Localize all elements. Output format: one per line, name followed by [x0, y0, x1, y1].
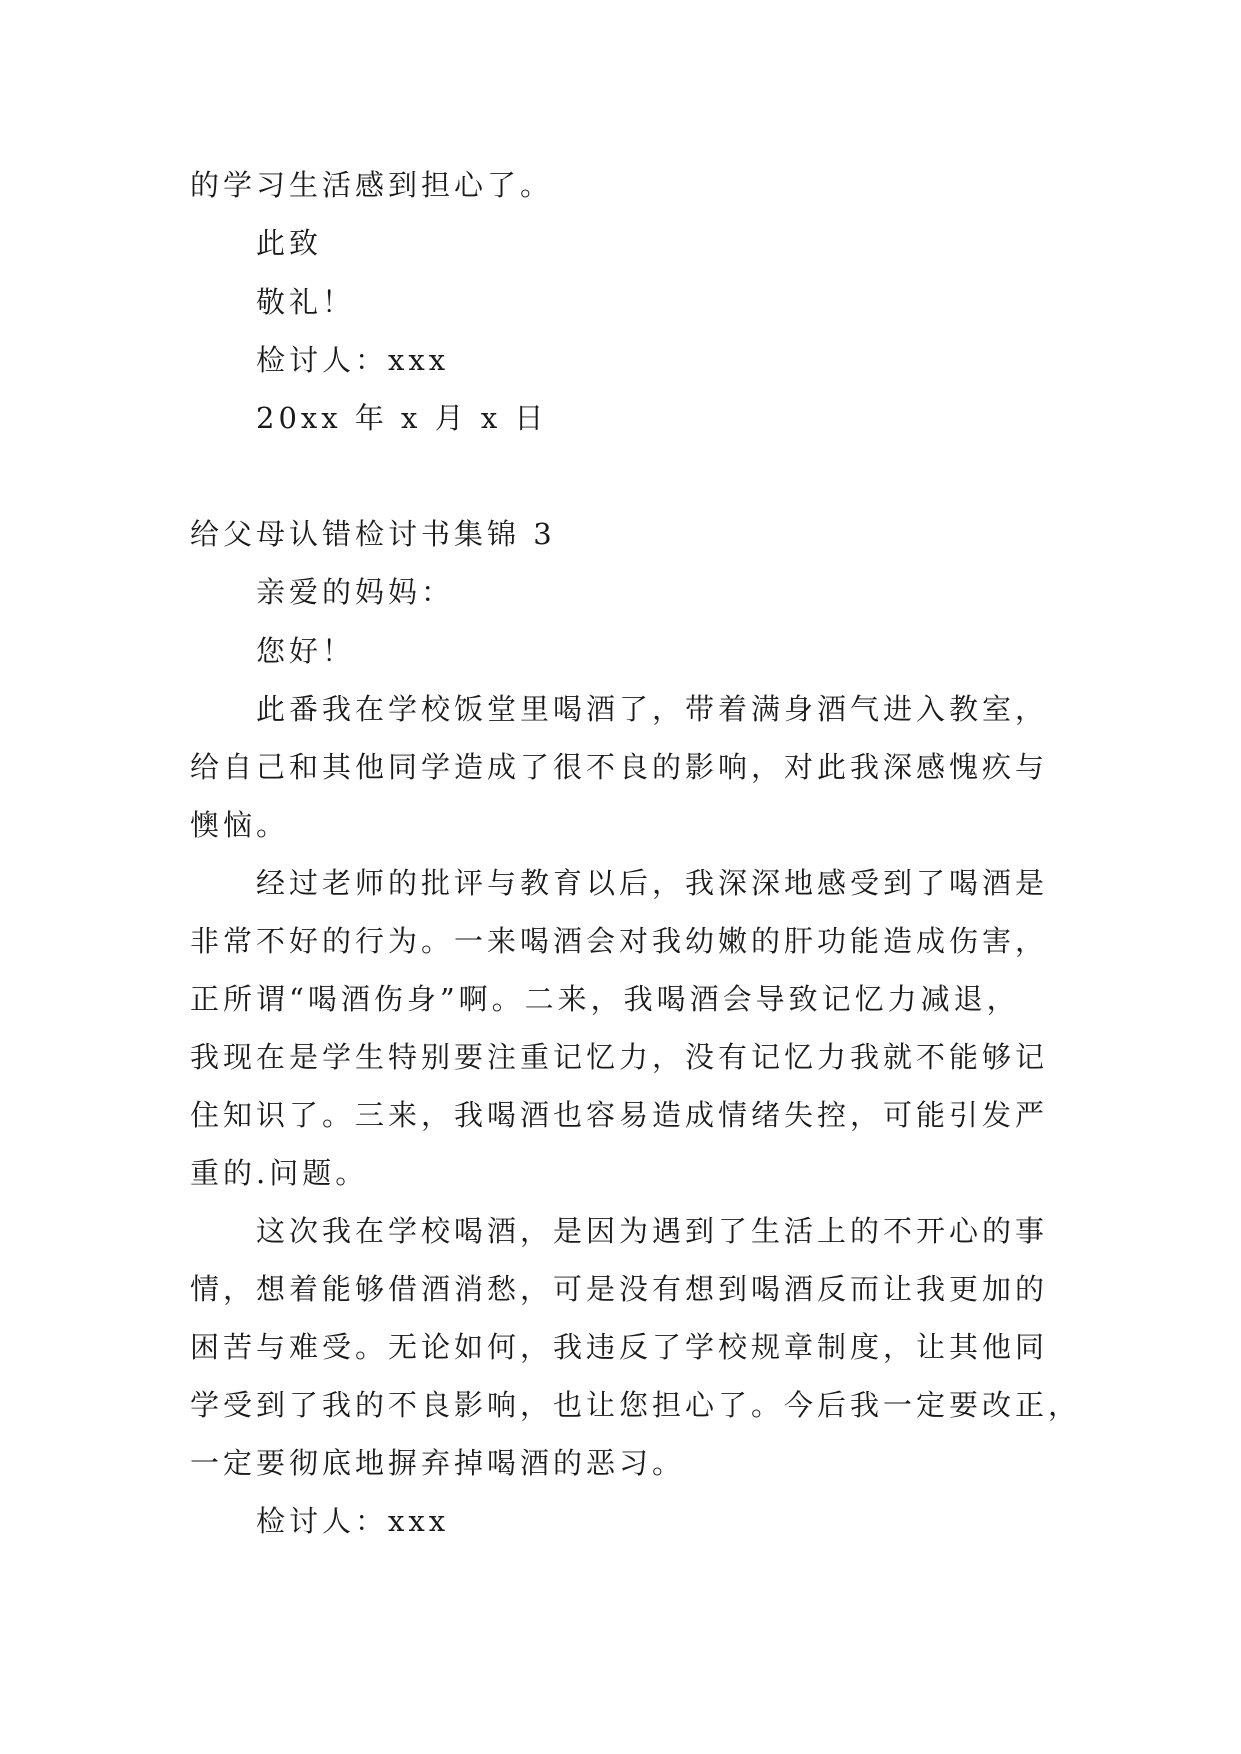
paragraph-line: 经过老师的批评与教育以后，我深深地感受到了喝酒是 [256, 866, 1049, 900]
paragraph-line: 学受到了我的不良影响，也让您担心了。今后我一定要改正， [190, 1388, 1082, 1422]
paragraph-line: 此番我在学校饭堂里喝酒了，带着满身酒气进入教室， [256, 692, 1049, 726]
date-line: 20xx 年 x 月 x 日 [256, 401, 548, 435]
greeting: 您好！ [256, 634, 356, 668]
paragraph-line: 非常不好的行为。一来喝酒会对我幼嫩的肝功能造成伤害， [190, 924, 1049, 958]
section-title: 给父母认错检讨书集锦 3 [190, 517, 556, 551]
signature-line: 检讨人：xxx [256, 343, 450, 377]
paragraph-line: 重的.问题。 [190, 1156, 369, 1190]
salutation: 亲爱的妈妈： [256, 575, 455, 609]
paragraph-line: 给自己和其他同学造成了很不良的影响，对此我深感愧疚与 [190, 750, 1049, 784]
paragraph-line: 懊恼。 [190, 808, 290, 842]
signature-line-2: 检讨人：xxx [256, 1504, 450, 1538]
paragraph-line: 这次我在学校喝酒，是因为遇到了生活上的不开心的事 [256, 1214, 1049, 1248]
paragraph-line: 困苦与难受。无论如何，我违反了学校规章制度，让其他同 [190, 1330, 1049, 1364]
closing-line-1: 此致 [256, 226, 323, 260]
paragraph-line: 住知识了。三来，我喝酒也容易造成情绪失控，可能引发严 [190, 1098, 1049, 1132]
paragraph-line: 正所谓“喝酒伤身”啊。二来，我喝酒会导致记忆力减退， [190, 982, 1020, 1016]
paragraph-line: 一定要彻底地摒弃掉喝酒的恶习。 [190, 1446, 686, 1480]
closing-line-2: 敬礼！ [256, 285, 356, 319]
paragraph-line: 情，想着能够借酒消愁，可是没有想到喝酒反而让我更加的 [190, 1272, 1049, 1306]
paragraph-line: 我现在是学生特别要注重记忆力，没有记忆力我就不能够记 [190, 1040, 1049, 1074]
continuation-line: 的学习生活感到担心了。 [190, 168, 554, 202]
